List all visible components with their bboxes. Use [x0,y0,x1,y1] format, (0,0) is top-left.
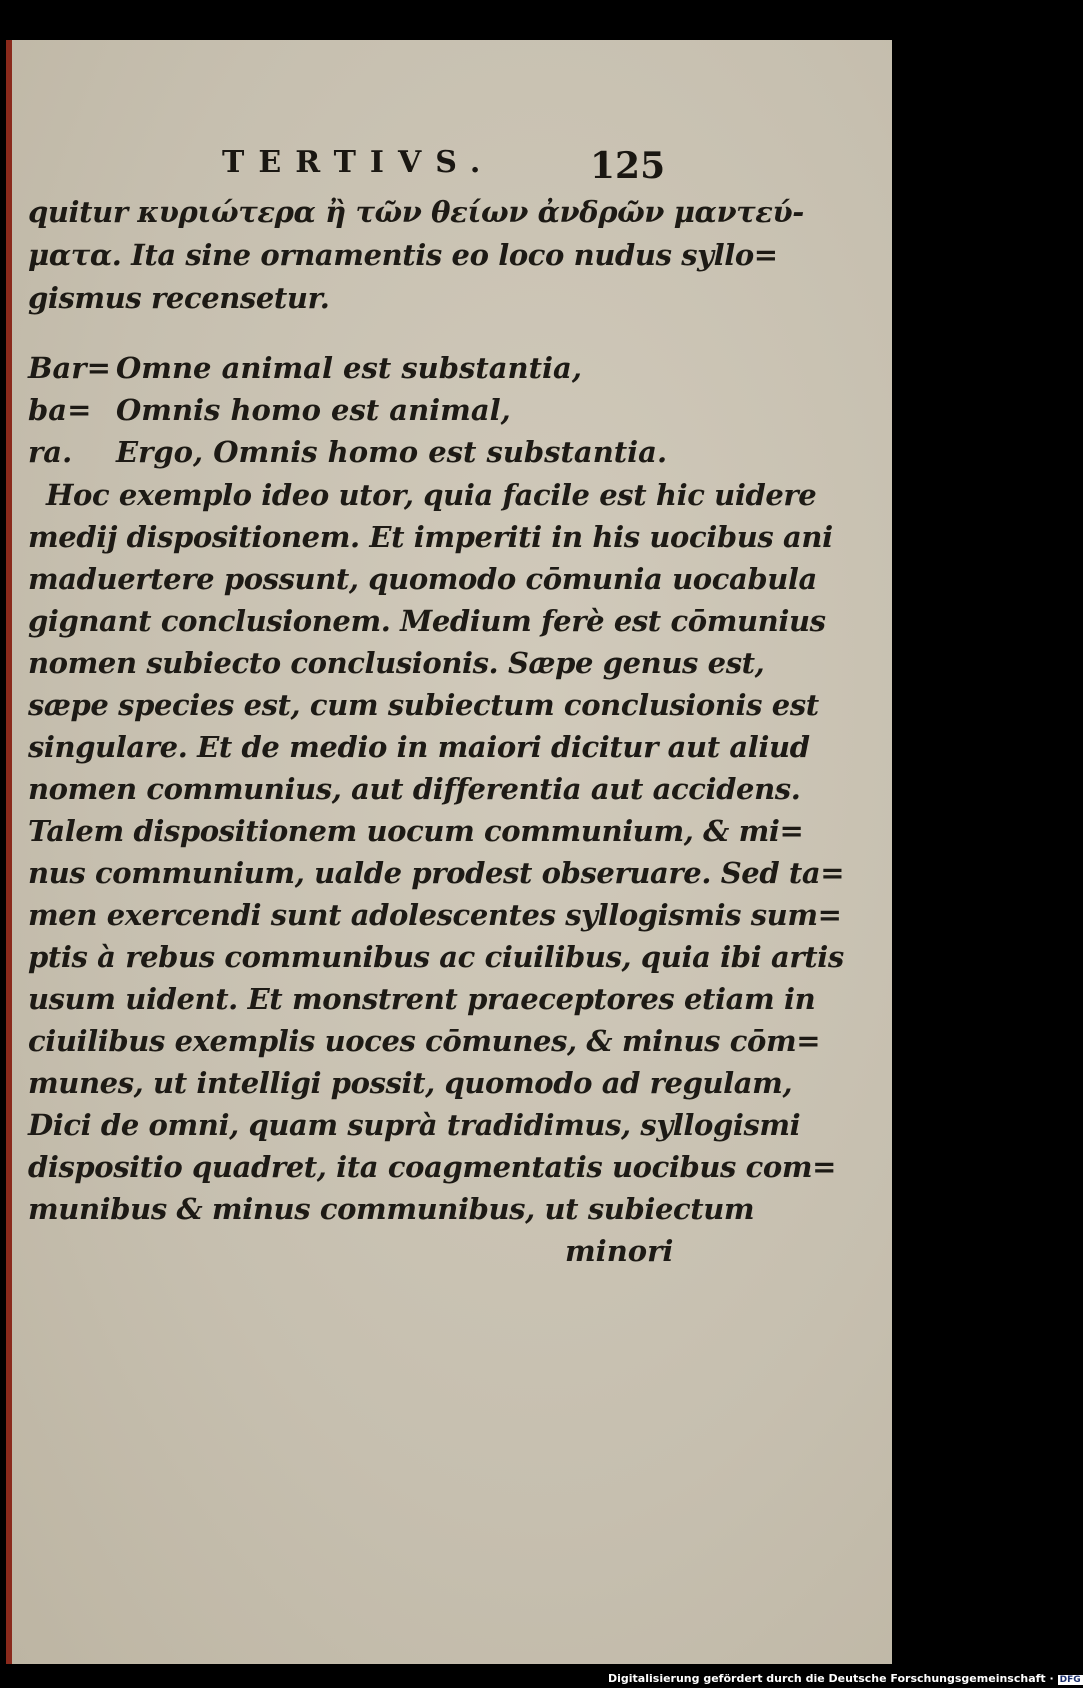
digitization-credit [608,1672,1083,1685]
syllogism-mark: ba= [28,393,92,427]
text-line: munibus & minus communibus, ut subiectum [28,1192,755,1226]
page-number: 125 [590,145,666,187]
text-line: men exercendi sunt adolescentes syllogismis sum= [28,898,842,932]
book-page [6,40,892,1664]
text-line: usum uident. Et monstrent praeceptores etiam in [28,982,816,1016]
text-line: ματα. Ita sine ornamentis eo loco nudus syllo= [28,238,778,272]
text-line: nus communium, ualde prodest obseruare. Sed ta= [28,856,845,890]
text-line: Hoc exemplo ideo utor, quia facile est hic uidere [46,478,817,512]
text-line: Dici de omni, quam suprà tradidimus, syllogismi [28,1108,801,1142]
text-line: Talem dispositionem uocum communium, & mi= [28,814,804,848]
text-line: ptis à rebus communibus ac ciuilibus, quia ibi artis [28,940,844,974]
text-line: sæpe species est, cum subiectum conclusionis est [28,688,819,722]
text-line: gignant conclusionem. Medium ferè est cōmunius [28,604,826,638]
text-line: munes, ut intelligi possit, quomodo ad regulam, [28,1066,793,1100]
syllogism-statement: Ergo, Omnis homo est substantia. [116,435,668,469]
credit-text: Digitalisierung gefördert durch die Deutsche Forschungsgemeinschaft · [608,1672,1054,1685]
dfg-logo: DFG [1059,1675,1081,1685]
text-line: nomen communius, aut differentia aut accidens. [28,772,801,806]
text-line: singulare. Et de medio in maiori dicitur aut aliud [28,730,810,764]
catchword: minori [565,1234,674,1268]
syllogism-statement: Omne animal est substantia, [116,351,582,385]
text-line: maduertere possunt, quomodo cōmunia uocabula [28,562,817,596]
syllogism-mark: ra. [28,435,73,469]
text-line: medij dispositionem. Et imperiti in his uocibus ani [28,520,833,554]
text-line: dispositio quadret, ita coagmentatis uocibus com= [28,1150,837,1184]
text-line: ciuilibus exemplis uoces cōmunes, & minus cōm= [28,1024,821,1058]
running-head: TERTIVS. [222,145,495,180]
text-line: gismus recensetur. [28,281,330,315]
text-line: nomen subiecto conclusionis. Sæpe genus est, [28,646,765,680]
syllogism-statement: Omnis homo est animal, [116,393,511,427]
text-line: quitur κυριώτερα ἢ τῶν θείων ἀνδρῶν μαντεύ- [28,195,804,229]
syllogism-mark: Bar= [28,351,111,385]
